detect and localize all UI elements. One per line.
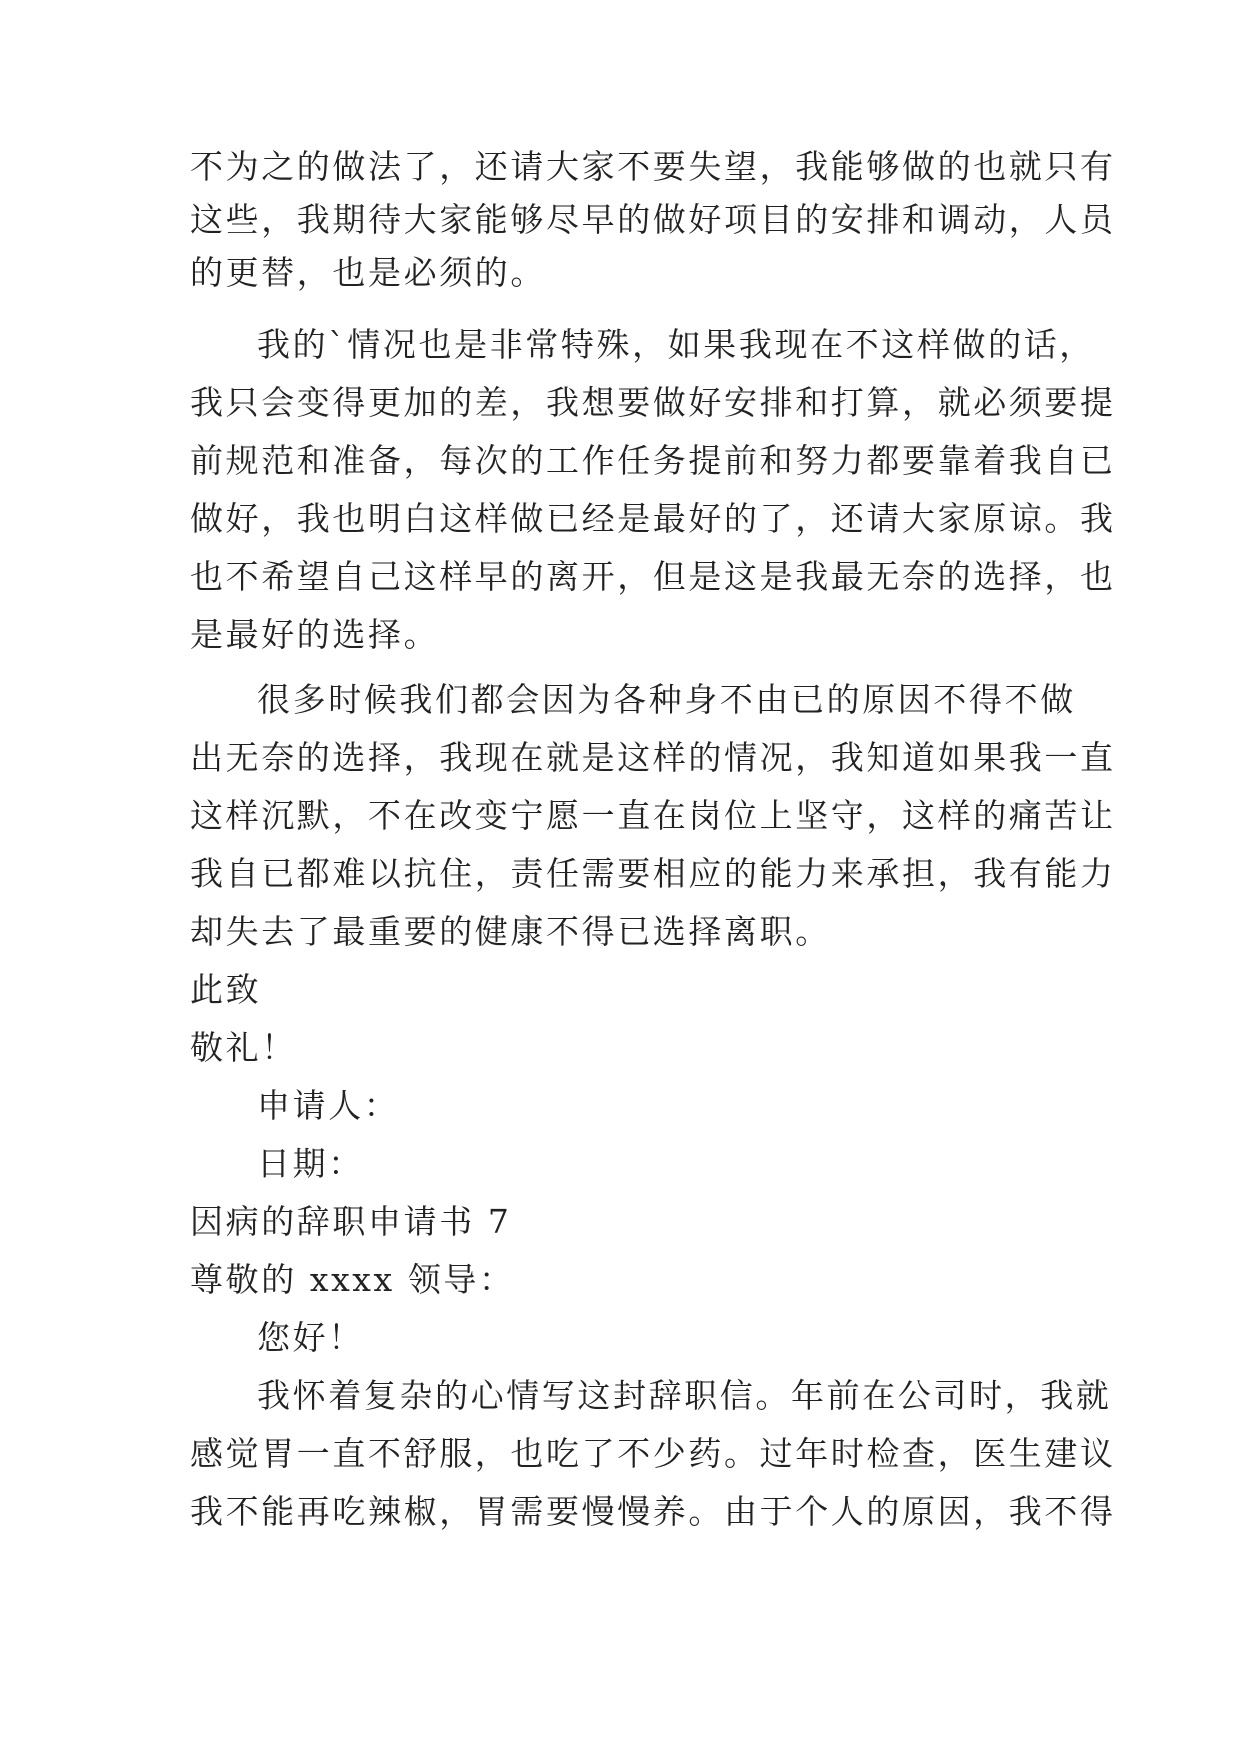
paragraph-line: 我不能再吃辣椒，胃需要慢慢养。由于个人的原因，我不得 — [190, 1492, 1116, 1531]
paragraph-line: 这些，我期待大家能够尽早的做好项目的安排和调动，人员 — [190, 200, 1116, 239]
paragraph-line: 却失去了最重要的健康不得已选择离职。 — [190, 912, 831, 951]
paragraph-line: 我的`情况也是非常特殊，如果我现在不这样做的话， — [257, 325, 1095, 364]
paragraph-line: 前规范和准备，每次的工作任务提前和努力都要靠着我自已 — [190, 441, 1116, 480]
closing-salute: 敬礼！ — [190, 1028, 297, 1067]
paragraph-line: 很多时候我们都会因为各种身不由已的原因不得不做 — [257, 680, 1076, 719]
paragraph-line: 我只会变得更加的差，我想要做好安排和打算，就必须要提 — [190, 383, 1116, 422]
greeting: 您好！ — [257, 1318, 364, 1357]
paragraph-line: 也不希望自己这样早的离开，但是这是我最无奈的选择，也 — [190, 557, 1116, 596]
applicant-field: 申请人： — [257, 1086, 400, 1125]
paragraph-line: 的更替，也是必须的。 — [190, 253, 546, 292]
paragraph-line: 做好，我也明白这样做已经是最好的了，还请大家原谅。我 — [190, 499, 1116, 538]
date-field: 日期： — [257, 1144, 364, 1183]
section-title: 因病的辞职申请书 7 — [190, 1202, 512, 1241]
paragraph-line: 我自已都难以抗住，责任需要相应的能力来承担，我有能力 — [190, 854, 1116, 893]
paragraph-line: 这样沉默，不在改变宁愿一直在岗位上坚守，这样的痛苦让 — [190, 796, 1116, 835]
paragraph-line: 不为之的做法了，还请大家不要失望，我能够做的也就只有 — [190, 147, 1116, 186]
paragraph-line: 我怀着复杂的心情写这封辞职信。年前在公司时，我就 — [257, 1376, 1112, 1415]
paragraph-line: 是最好的选择。 — [190, 615, 440, 654]
closing-line: 此致 — [190, 970, 262, 1009]
paragraph-line: 感觉胃一直不舒服，也吃了不少药。过年时检查，医生建议 — [190, 1434, 1116, 1473]
salutation: 尊敬的 xxxx 领导： — [190, 1260, 515, 1299]
paragraph-line: 出无奈的选择，我现在就是这样的情况，我知道如果我一直 — [190, 738, 1116, 777]
